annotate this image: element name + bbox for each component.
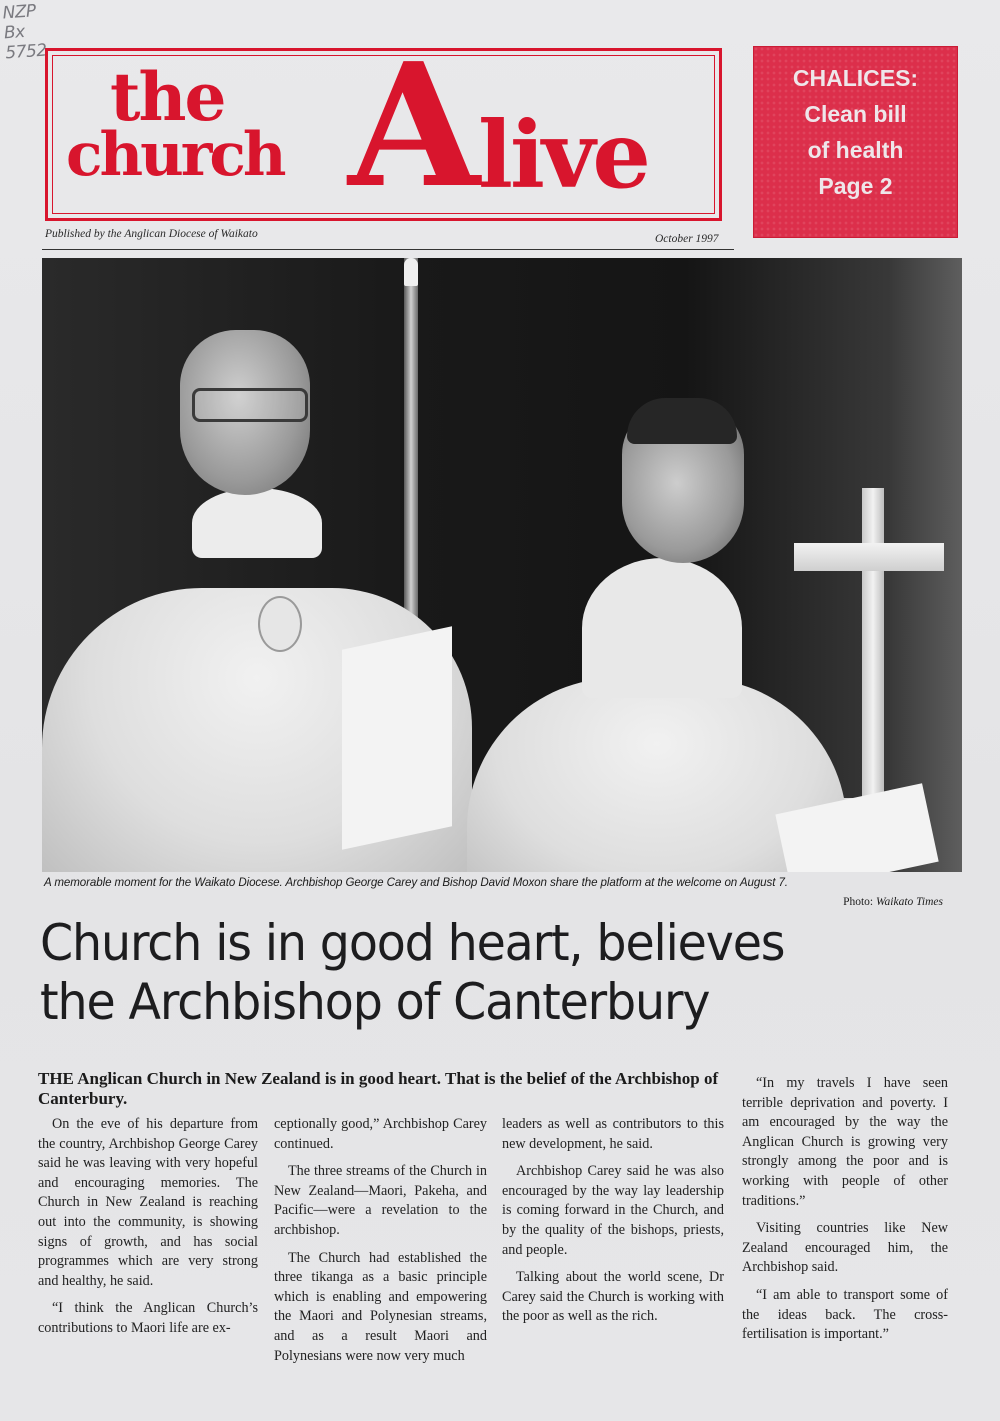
masthead-rule (42, 249, 734, 250)
promo-line: Clean bill (804, 101, 907, 127)
candle-flame (404, 258, 418, 286)
promo-line: of health (807, 137, 904, 163)
article-paragraph: Talking about the world scene, Dr Carey said the Church is working with the poor as well as the rich. (502, 1269, 724, 1325)
headline-line: the Archbishop of Canterbury (40, 973, 710, 1031)
article-paragraph: ceptionally good,” Archbishop Carey continued. (274, 1116, 487, 1152)
held-paper (342, 626, 452, 849)
article-paragraph: “In my travels I have seen terrible deprivation and poverty. I am encouraged by the way the Anglican Church is growing very strongly among the poor and is working with people of other traditions.” (742, 1075, 948, 1209)
article-paragraph: The Church had established the three tikanga as a basic principle which is enabling and empowering the Maori and Polynesian streams, and as a result Maori and Polynesians were now very much (274, 1249, 487, 1364)
promo-line: CHALICES: (792, 65, 919, 91)
promo-line: Page 2 (818, 173, 893, 199)
masthead-title-the: the (110, 58, 225, 136)
article-paragraph: The three streams of the Church in New Zealand—Maori, Pakeha, and Pacific—were a revelation to the archbishop. (274, 1163, 487, 1238)
archive-note-line: 5752 (4, 40, 48, 64)
bishop-collar (582, 558, 742, 698)
archbishop-collar (192, 488, 322, 558)
photo-credit-source: Waikato Times (876, 896, 943, 908)
bishop-hair (627, 398, 737, 444)
article-paragraph: On the eve of his departure from the country, Archbishop George Carey said he was leaving with very hopeful and encouraging memories. The Church in New Zealand is reaching out into the community, is showing signs of growth, and has social programmes which are very strong and healthy, he said. (38, 1116, 258, 1289)
article-paragraph: “I am able to transport some of the ideas back. The cross-fertilisation is important.” (742, 1286, 948, 1343)
archive-note-line: NZP (1, 1, 37, 24)
photo-credit (843, 896, 943, 908)
lead-photo (42, 258, 962, 872)
glasses-icon (192, 388, 308, 422)
article-column-4 (742, 1074, 948, 1353)
headline (40, 914, 933, 1032)
masthead-title-church: church (66, 120, 284, 190)
photo-credit-label: Photo: (843, 896, 874, 908)
masthead-title-a: A (348, 26, 480, 226)
issue-date: October 1997 (655, 233, 719, 245)
article-paragraph: leaders as well as contributors to this new development, he said. (502, 1116, 724, 1152)
article-column-1 (38, 1115, 258, 1347)
masthead-title-live: live (478, 101, 648, 209)
article-paragraph: “I think the Anglican Church’s contributions to Maori life are ex- (38, 1300, 258, 1336)
handwritten-archive-note (2, 1, 47, 64)
vestment-emblem-icon (258, 596, 302, 652)
headline-line: Church is in good heart, believes (40, 914, 785, 972)
promo-box-chalices (753, 46, 958, 238)
article-paragraph: Visiting countries like New Zealand encouraged him, the Archbishop said. (742, 1220, 948, 1276)
altar-cross-icon (862, 488, 884, 818)
masthead (45, 26, 722, 226)
archive-note-line: Bx (3, 22, 26, 44)
photo-caption: A memorable moment for the Waikato Diocese. Archbishop George Carey and Bishop David Moxon share the platform at the welcome on August 7. (44, 876, 788, 889)
publisher-line: Published by the Anglican Diocese of Waikato (45, 228, 258, 240)
standfirst: THE Anglican Church in New Zealand is in good heart. That is the belief of the Archbishop of Canterbury. (38, 1069, 719, 1108)
altar-cross-arm (794, 543, 944, 571)
article-column-2 (274, 1115, 487, 1374)
article-paragraph: Archbishop Carey said he was also encouraged by the way lay leadership is coming forward in the Church, and by the quality of the bishops, priests, and people. (502, 1163, 724, 1258)
article-column-3 (502, 1115, 724, 1335)
